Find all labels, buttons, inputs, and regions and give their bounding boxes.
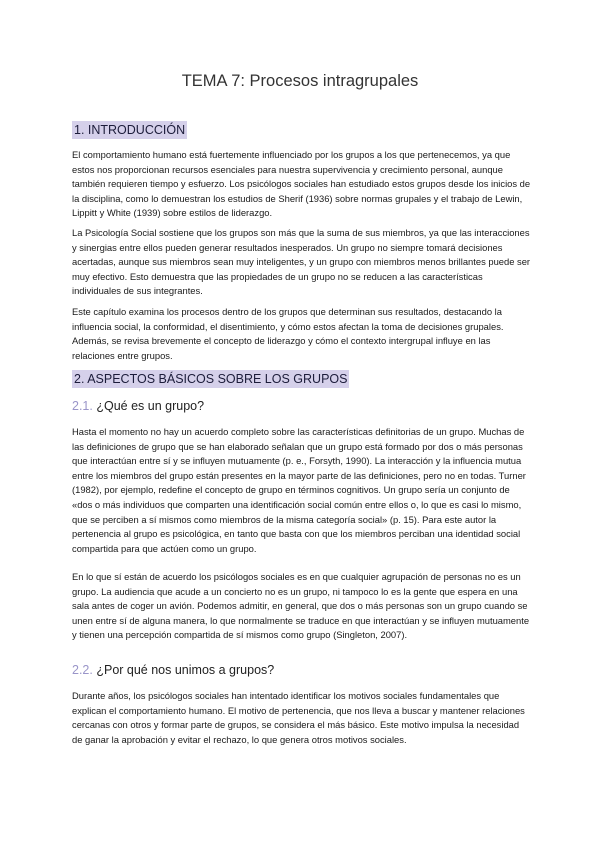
subsection-title: ¿Qué es un grupo?	[96, 399, 205, 413]
section-1-heading: 1. INTRODUCCIÓN	[74, 123, 186, 137]
subsection-2-1-paragraph-1	[72, 425, 532, 556]
subsection-title: ¿Por qué nos unimos a grupos?	[96, 663, 275, 677]
subsection-2-1-paragraph-2	[72, 570, 532, 643]
document-title: TEMA 7: Procesos intragrupales	[181, 72, 419, 90]
subsection-2-2-heading	[72, 663, 532, 677]
subsection-2-1-heading	[72, 399, 532, 413]
paragraph: Hasta el momento no hay un acuerdo completo sobre las características definitorias de un grupo. Muchas de las definiciones de grupo que se han elaborado señalan que un grupo está formado por dos o más personas que interactúan entre sí y se influyen mutuamente (p. e., Forsyth, 1990). La interacción y la influencia mutua entre los miembros del grupo están presentes en la mayor parte de las definiciones, pero no en todas. Turner (1982), por ejemplo, redefine el concepto de grupo en términos cognitivos. Un grupo sería un conjunto de «dos o más individuos que comparten una identificación social común entre ellos o, lo que es casi lo mismo, que se perciben a sí mismos como miembros de la misma categoría social» (p. 15). Para este autor la pertenencia al grupo es psicológica, en tanto que basta con que los miembros perciban una identidad social compartida para que actúen como un grupo.	[72, 426, 526, 554]
section-2-heading-wrap	[72, 370, 532, 388]
subsection-number: 2.1.	[72, 399, 93, 413]
paragraph: La Psicología Social sostiene que los grupos son más que la suma de sus miembros, ya que las interacciones y sinergias entre ellos pueden generar resultados inesperados. Un grupo no siempre tomará decisiones acertadas, aunque sus miembros sean muy inteligentes, y un grupo con miembros menos brillantes puede ser muy efectivo. Esto demuestra que las propiedades de un grupo no se reducen a las características individuales de sus integrantes.	[72, 227, 531, 297]
subsection-number: 2.2.	[72, 663, 93, 677]
section-2-heading: 2. ASPECTOS BÁSICOS SOBRE LOS GRUPOS	[74, 372, 348, 386]
paragraph: El comportamiento humano está fuertemente influenciado por los grupos a los que pertenecemos, ya que estos nos proporcionan recursos esenciales para nuestra supervivencia y crecimiento personal, aunque también requieren tiempo y esfuerzo. Los psicólogos sociales han estudiado estos grupos desde los inicios de la disciplina, como lo demuestran los estudios de Sherif (1936) sobre normas grupales y el trabajo de Lewin, Lippitt y White (1939) sobre estilos de liderazgo.	[72, 149, 531, 219]
section-1-paragraph-1	[72, 148, 532, 221]
section-1-paragraph-2	[72, 226, 532, 299]
section-1-heading-wrap	[72, 121, 532, 139]
subsection-2-2-paragraph-1	[72, 689, 532, 747]
paragraph: Este capítulo examina los procesos dentro de los grupos que determinan sus resultados, destacando la influencia social, la conformidad, el disentimiento, y cómo estos afectan la toma de decisiones grupales. Además, se revisa brevemente el concepto de liderazgo y cómo el contexto intergrupal influye en las relaciones entre grupos.	[72, 306, 504, 361]
section-1-paragraph-3	[72, 305, 532, 363]
paragraph: En lo que sí están de acuerdo los psicólogos sociales es en que cualquier agrupación de personas no es un grupo. La audiencia que acude a un concierto no es un grupo, ni tampoco lo es la gente que espera en una sala antes de coger un avión. Podemos admitir, en general, que dos o más personas son un grupo cuando se unen entre sí de alguna manera, lo que normalmente se traduce en que interactúan y se influyen mutuamente y tienen una percepción compartida de sí mismos como grupo (Singleton, 2007).	[72, 571, 530, 641]
paragraph: Durante años, los psicólogos sociales han intentado identificar los motivos sociales fundamentales que explican el comportamiento humano. El motivo de pertenencia, que nos lleva a buscar y mantener relaciones cercanas con otros y formar parte de grupos, se considera el más básico. Este motivo impulsa la necesidad de ganar la aprobación y evitar el rechazo, lo que genera otros motivos sociales.	[72, 690, 525, 745]
